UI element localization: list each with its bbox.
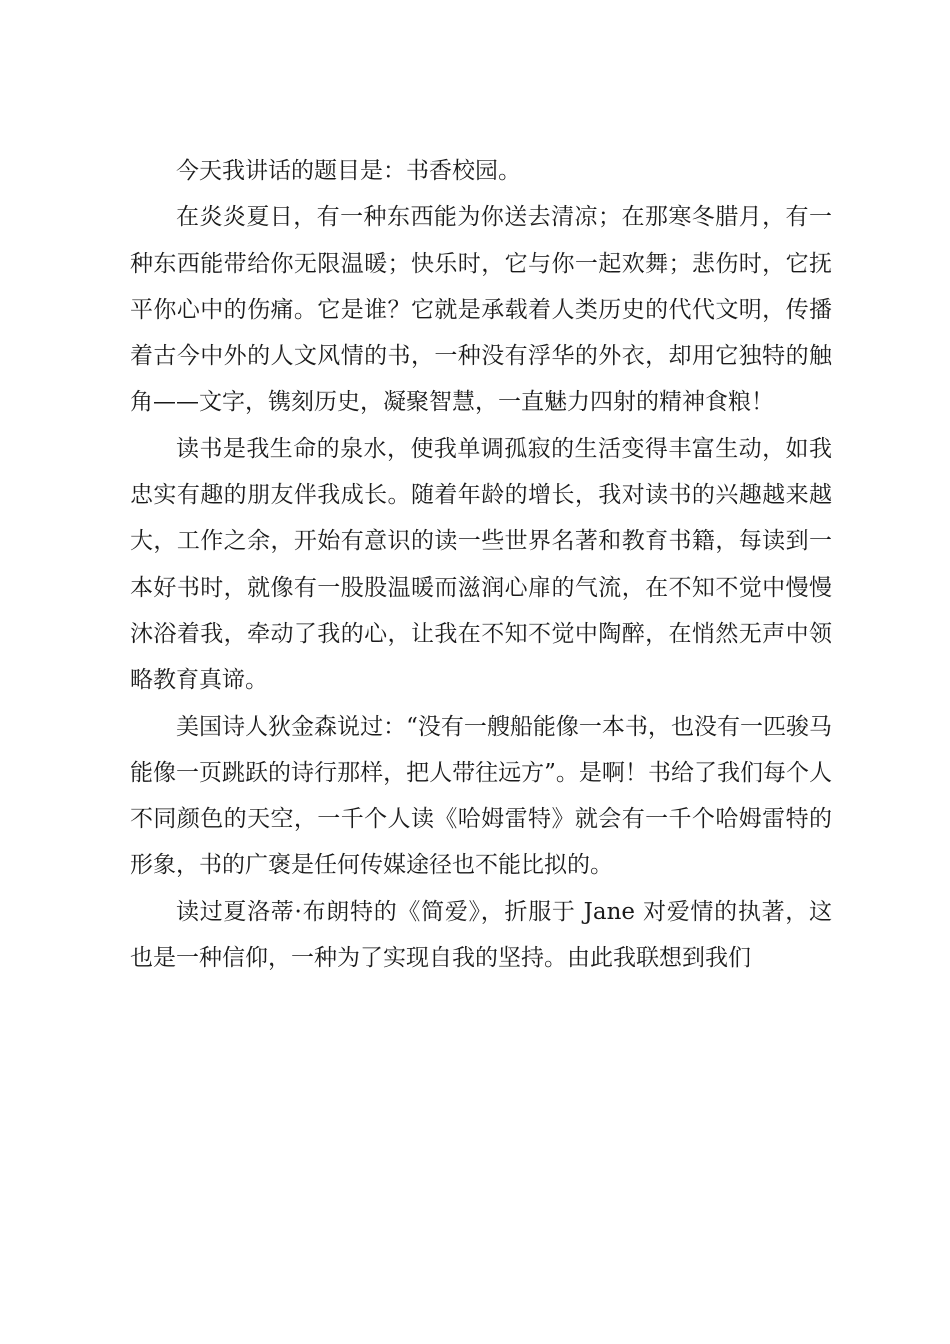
paragraph-jane-eyre: 读过夏洛蒂·布朗特的《简爱》，折服于 Jane 对爱情的执著，这也是一种信仰，一种为了实现自我的坚持。由此我联想到我们 — [130, 898, 832, 972]
paragraph-dickinson-quote: 美国诗人狄金森说过：“没有一艘船能像一本书，也没有一匹骏马能像一页跳跃的诗行那样，把人带往远方”。是啊！书给了我们每个人不同颜色的天空，一千个人读《哈姆雷特》就会有一千个哈姆雷特的形象，书的广褒是任何传媒途径也不能比拟的。 — [130, 713, 832, 879]
paragraph-book-description: 在炎炎夏日，有一种东西能为你送去清凉；在那寒冬腊月，有一种东西能带给你无限温暖；快乐时，它与你一起欢舞；悲伤时，它抚平你心中的伤痛。它是谁？它就是承载着人类历史的代代文明，传播着古今中外的人文风情的书，一种没有浮华的外衣，却用它独特的触角——文字，镌刻历史，凝聚智慧，一直魅力四射的精神食粮！ — [130, 204, 832, 416]
document-body — [130, 148, 832, 981]
paragraph-title-intro: 今天我讲话的题目是：书香校园。 — [176, 158, 521, 184]
paragraph-reading-life: 读书是我生命的泉水，使我单调孤寂的生活变得丰富生动，如我忠实有趣的朋友伴我成长。随着年龄的增长，我对读书的兴趣越来越大，工作之余，开始有意识的读一些世界名著和教育书籍，每读到一本好书时，就像有一股股温暖而滋润心扉的气流，在不知不觉中慢慢沐浴着我，牵动了我的心，让我在不知不觉中陶醉，在悄然无声中领略教育真谛。 — [130, 435, 832, 694]
